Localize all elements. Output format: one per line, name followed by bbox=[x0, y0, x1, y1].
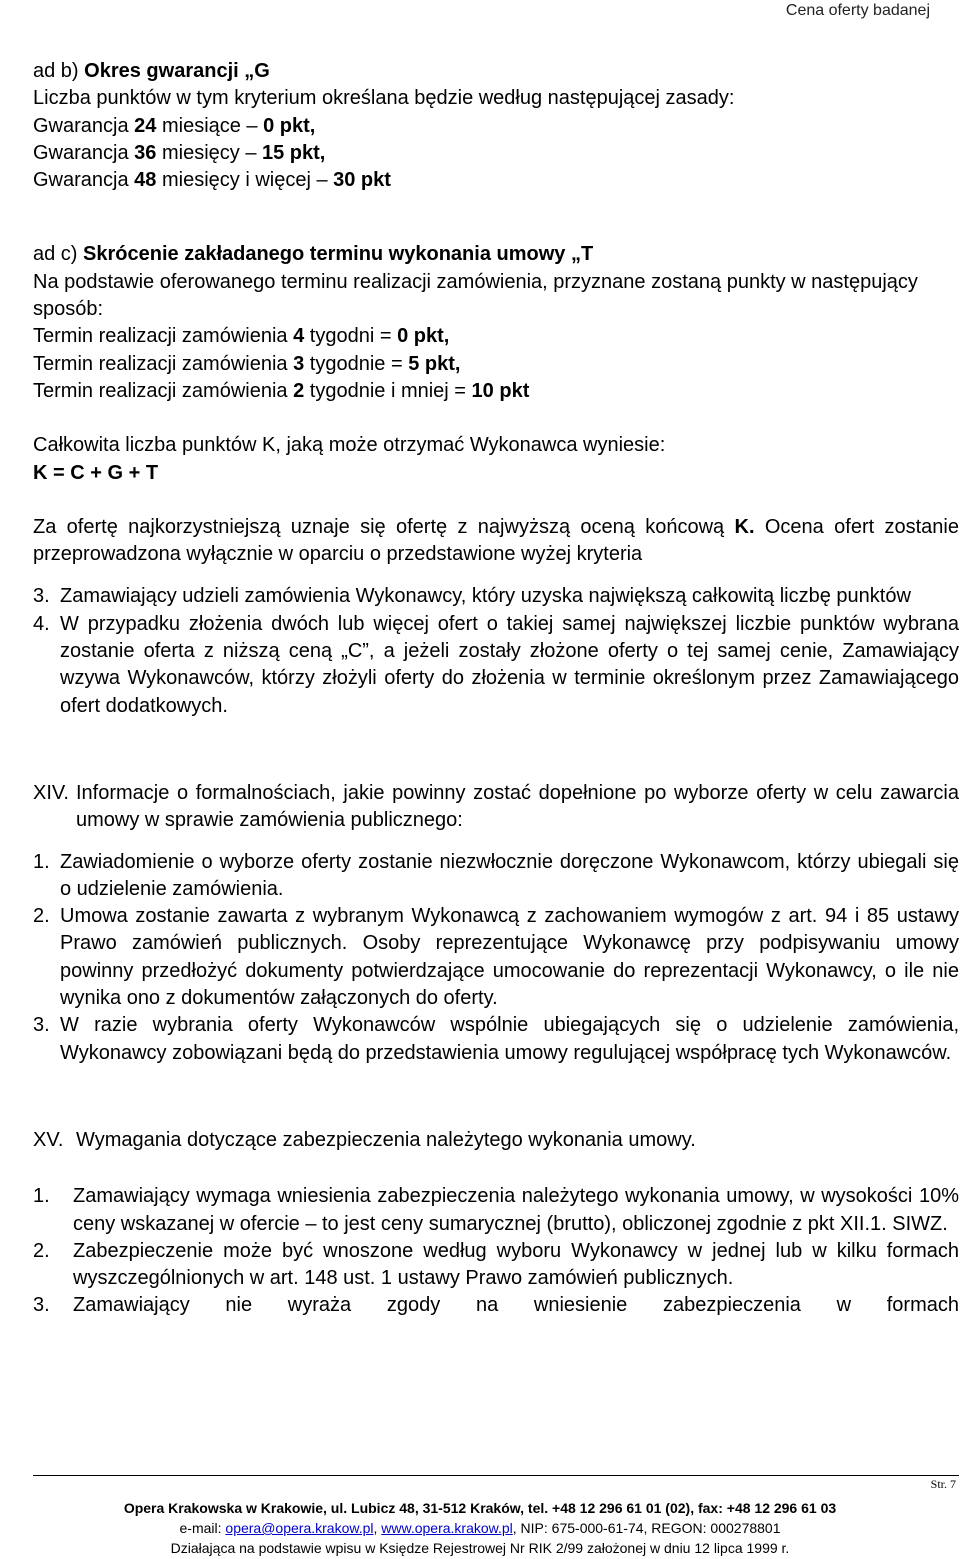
warranty-row bbox=[33, 167, 959, 194]
footer-registration: Działająca na podstawie wpisu w Księdze Rejestrowej Nr RIK 2/99 założonej w dniu 12 lipca 1999 r. bbox=[170, 1540, 790, 1556]
best-offer-paragraph bbox=[33, 514, 959, 569]
warranty-mid: miesięcy i więcej – bbox=[156, 169, 334, 192]
list-item-text: W razie wybrania oferty Wykonawców wspólnie ubiegających się o udzielenie zamówienia, Wykonawcy zobowiązani będą do przedstawienia umowy regulującej współpracę tych Wykonawców. bbox=[60, 1014, 959, 1064]
section-xv-heading bbox=[33, 1127, 959, 1154]
list-item-number: 3. bbox=[33, 1294, 50, 1317]
list-item bbox=[33, 1292, 959, 1319]
list-item-number: 3. bbox=[33, 585, 50, 608]
term-row bbox=[33, 378, 959, 405]
warranty-points: 0 pkt, bbox=[263, 114, 316, 137]
section-c-prefix: ad c) bbox=[33, 243, 84, 266]
warranty-mid: miesięcy – bbox=[156, 141, 262, 164]
best-offer-text: Za ofertę najkorzystniejszą uznaje się ofertę z najwyższą oceną końcową bbox=[33, 515, 735, 538]
total-points-line: Całkowita liczba punktów K, jaką może otrzymać Wykonawca wyniesie: bbox=[33, 434, 666, 457]
term-weeks: 2 bbox=[293, 379, 305, 402]
list-item bbox=[33, 1012, 959, 1067]
section-b-title bbox=[33, 58, 959, 85]
document-body bbox=[33, 58, 959, 1320]
page-footer bbox=[0, 1498, 960, 1558]
section-c-intro: Na podstawie oferowanego terminu realizacji zamówienia, przyznane zostaną punkty w następujący sposób: bbox=[33, 270, 918, 321]
term-weeks: 3 bbox=[293, 352, 305, 375]
total-formula: K = C + G + T bbox=[33, 461, 159, 484]
page-header: Cena oferty badanej bbox=[785, 2, 930, 19]
section-xiv-heading bbox=[33, 780, 959, 835]
warranty-months: 36 bbox=[134, 141, 157, 164]
list-item-number: 1. bbox=[33, 850, 50, 873]
section-xv-number: XV. bbox=[33, 1128, 64, 1151]
footer-website-link[interactable]: www.opera.krakow.pl bbox=[381, 1520, 513, 1536]
list-item-text: Zamawiający wymaga wniesienia zabezpieczenia należytego wykonania umowy, w wysokości 10% ceny wskazanej w ofercie – to jest ceny sumarycznej (brutto), obliczonej zgodnie z pkt XII.1. SIWZ. bbox=[73, 1185, 959, 1235]
list-item bbox=[33, 583, 959, 610]
list-item-text: Zawiadomienie o wyborze oferty zostanie niezwłocznie doręczone Wykonawcom, którzy ubiegali się o udzielenie zamówienia. bbox=[60, 850, 959, 900]
list-item bbox=[33, 903, 959, 1012]
footer-divider bbox=[33, 1475, 959, 1476]
section-b-prefix: ad b) bbox=[33, 60, 85, 82]
footer-registry-ids: , NIP: 675-000-61-74, REGON: 000278801 bbox=[512, 1520, 781, 1536]
term-mid: tygodni = bbox=[304, 325, 398, 348]
warranty-label: Gwarancja bbox=[33, 169, 135, 192]
list-item bbox=[33, 1183, 959, 1238]
list-item bbox=[33, 611, 959, 720]
list-item-number: 2. bbox=[33, 905, 50, 928]
section-c-heading: Skrócenie zakładanego terminu wykonania umowy „T bbox=[83, 243, 594, 266]
warranty-points: 15 pkt, bbox=[262, 141, 326, 164]
list-item-text: Zabezpieczenie może być wnoszone według wyboru Wykonawcy w jednej lub w kilku formach wyszczególnionych w art. 148 ust. 1 ustawy Prawo zamówień publicznych. bbox=[73, 1239, 959, 1290]
best-offer-k: K. bbox=[734, 515, 755, 538]
warranty-label: Gwarancja bbox=[33, 141, 135, 164]
list-item-number: 2. bbox=[33, 1239, 50, 1262]
list-item-text: Umowa zostanie zawarta z wybranym Wykonawcą z zachowaniem wymogów z art. 94 i 85 ustawy Prawo zamówień publicznych. Osoby reprezentujące Wykonawcę przy podpisywaniu umowy powinny przedłożyć dokumenty potwierdzające umocowanie do reprezentacji Wykonawcy, o ile nie wynika ono z dokumentów załączonych do oferty. bbox=[60, 905, 959, 1010]
best-offer-text-rest: Ocena ofert zostanie przeprowadzona wyłącznie w oparciu o przedstawione wyżej kryteria bbox=[33, 515, 959, 566]
term-points: 5 pkt, bbox=[408, 352, 461, 375]
warranty-row bbox=[33, 140, 959, 167]
term-label: Termin realizacji zamówienia bbox=[33, 352, 294, 375]
footer-email-link[interactable]: opera@opera.krakow.pl bbox=[225, 1520, 374, 1536]
page-number: Str. 7 bbox=[930, 1477, 956, 1491]
footer-address: Opera Krakowska w Krakowie, ul. Lubicz 48, 31-512 Kraków, tel. +48 12 296 61 01 (02), fax: +48 12 296 61 03 bbox=[123, 1500, 837, 1516]
list-item-number: 1. bbox=[33, 1185, 50, 1208]
list-item-number: 3. bbox=[33, 1014, 50, 1037]
term-points: 10 pkt bbox=[471, 379, 530, 402]
footer-contacts bbox=[0, 1518, 960, 1538]
footer-separator: , bbox=[373, 1520, 382, 1536]
section-b-heading: Okres gwarancji „G bbox=[84, 60, 270, 82]
warranty-months: 48 bbox=[134, 169, 157, 192]
term-weeks: 4 bbox=[293, 325, 305, 348]
term-mid: tygodnie = bbox=[304, 352, 409, 375]
term-row bbox=[33, 351, 959, 378]
list-item bbox=[33, 849, 959, 904]
footer-email-label: e-mail: bbox=[179, 1520, 226, 1536]
list-item-text: Zamawiający nie wyraża zgody na wniesienie zabezpieczenia w formach bbox=[73, 1294, 959, 1317]
section-xiv-number: XIV. bbox=[33, 781, 69, 804]
term-mid: tygodnie i mniej = bbox=[304, 379, 472, 402]
warranty-months: 24 bbox=[134, 114, 157, 137]
warranty-label: Gwarancja bbox=[33, 114, 135, 137]
term-row bbox=[33, 323, 959, 350]
list-item-number: 4. bbox=[33, 612, 50, 635]
term-label: Termin realizacji zamówienia bbox=[33, 379, 294, 402]
section-c-title bbox=[33, 241, 959, 268]
term-points: 0 pkt, bbox=[397, 325, 450, 348]
list-item-text: W przypadku złożenia dwóch lub więcej ofert o takiej samej największej liczbie punktów wybrana zostanie oferta z niższą ceną „C”, a jeżeli zostały złożone oferty o tej samej cenie, Zamawiający wzywa Wykonawców, którzy złożyli oferty do złożenia w terminie określonym przez Zamawiającego ofert dodatkowych. bbox=[60, 612, 959, 717]
section-b-intro: Liczba punktów w tym kryterium określana będzie według następującej zasady: bbox=[33, 87, 735, 110]
warranty-row bbox=[33, 113, 959, 140]
term-label: Termin realizacji zamówienia bbox=[33, 325, 294, 348]
warranty-points: 30 pkt bbox=[333, 169, 391, 192]
section-xv-title: Wymagania dotyczące zabezpieczenia należytego wykonania umowy. bbox=[76, 1128, 696, 1151]
list-item-text: Zamawiający udzieli zamówienia Wykonawcy, który uzyska największą całkowitą liczbę punktów bbox=[60, 585, 911, 608]
warranty-mid: miesiące – bbox=[156, 114, 264, 137]
section-xiv-title: Informacje o formalnościach, jakie powinny zostać dopełnione po wyborze oferty w celu zawarcia umowy w sprawie zamówienia publicznego: bbox=[76, 781, 959, 832]
list-item bbox=[33, 1238, 959, 1293]
